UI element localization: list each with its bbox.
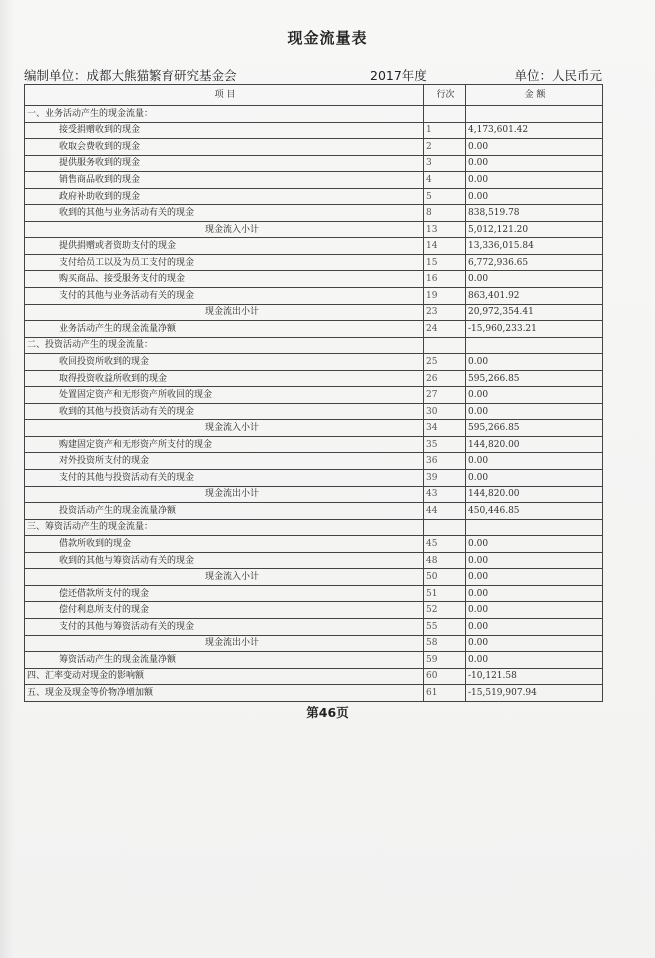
scan-edge-shadow (0, 0, 14, 958)
row-line-number (424, 106, 466, 123)
table-row (25, 403, 603, 420)
table-row (25, 337, 603, 354)
row-line-number: 51 (424, 585, 466, 602)
row-line-number: 43 (424, 486, 466, 503)
row-item: 四、汇率变动对现金的影响额 (25, 668, 424, 685)
row-line-number (424, 337, 466, 354)
report-year: 2017年度 (370, 68, 427, 83)
row-amount: -10,121.58 (466, 668, 603, 685)
row-amount: 0.00 (466, 585, 603, 602)
table-row (25, 387, 603, 404)
table-row (25, 503, 603, 520)
table-row (25, 188, 603, 205)
table-header-row (25, 85, 603, 106)
row-line-number: 3 (424, 155, 466, 172)
table-row (25, 370, 603, 387)
row-item: 现金流入小计 (25, 420, 424, 437)
row-item: 筹资活动产生的现金流量净额 (25, 652, 424, 669)
row-item: 购买商品、接受服务支付的现金 (25, 271, 424, 288)
row-item: 收取会费收到的现金 (25, 139, 424, 156)
row-line-number: 16 (424, 271, 466, 288)
row-amount: 0.00 (466, 354, 603, 371)
header-item: 项 目 (25, 85, 424, 106)
table-row (25, 288, 603, 305)
row-item: 现金流出小计 (25, 304, 424, 321)
row-amount: 0.00 (466, 172, 603, 189)
row-item: 偿付利息所支付的现金 (25, 602, 424, 619)
row-item: 业务活动产生的现金流量净额 (25, 321, 424, 338)
row-line-number: 55 (424, 618, 466, 635)
row-amount: 6,772,936.65 (466, 254, 603, 271)
row-line-number: 34 (424, 420, 466, 437)
row-item: 购建固定资产和无形资产所支付的现金 (25, 436, 424, 453)
row-line-number: 23 (424, 304, 466, 321)
row-amount: 863,401.92 (466, 288, 603, 305)
row-amount: 0.00 (466, 652, 603, 669)
row-amount: 0.00 (466, 618, 603, 635)
row-amount: 595,266.85 (466, 370, 603, 387)
row-item: 提供捐赠或者资助支付的现金 (25, 238, 424, 255)
row-item: 三、筹资活动产生的现金流量： (25, 519, 424, 536)
row-line-number: 50 (424, 569, 466, 586)
row-item: 一、业务活动产生的现金流量： (25, 106, 424, 123)
row-line-number: 15 (424, 254, 466, 271)
row-item: 支付的其他与筹资活动有关的现金 (25, 618, 424, 635)
table-row (25, 139, 603, 156)
row-item: 支付的其他与业务活动有关的现金 (25, 288, 424, 305)
row-line-number: 59 (424, 652, 466, 669)
row-item: 收到的其他与投资活动有关的现金 (25, 403, 424, 420)
table-row (25, 486, 603, 503)
row-amount: 144,820.00 (466, 486, 603, 503)
row-line-number: 35 (424, 436, 466, 453)
header-amount: 金 额 (466, 85, 603, 106)
row-amount: 144,820.00 (466, 436, 603, 453)
table-row (25, 668, 603, 685)
row-item: 现金流入小计 (25, 221, 424, 238)
row-line-number: 4 (424, 172, 466, 189)
table-row (25, 585, 603, 602)
row-line-number: 52 (424, 602, 466, 619)
row-amount: 0.00 (466, 403, 603, 420)
row-amount (466, 337, 603, 354)
row-line-number: 48 (424, 552, 466, 569)
table-row (25, 106, 603, 123)
table-row (25, 602, 603, 619)
row-amount: 0.00 (466, 139, 603, 156)
prepared-by: 编制单位：成都大熊猫繁育研究基金会 (24, 68, 237, 83)
row-line-number: 60 (424, 668, 466, 685)
row-amount: 0.00 (466, 569, 603, 586)
table-row (25, 635, 603, 652)
row-amount (466, 519, 603, 536)
row-amount (466, 106, 603, 123)
row-item: 接受捐赠收到的现金 (25, 122, 424, 139)
row-amount: 0.00 (466, 470, 603, 487)
row-line-number: 24 (424, 321, 466, 338)
row-amount: 0.00 (466, 155, 603, 172)
row-amount: 838,519.78 (466, 205, 603, 222)
row-line-number: 19 (424, 288, 466, 305)
row-line-number: 27 (424, 387, 466, 404)
table-body (25, 106, 603, 702)
document-title: 现金流量表 (287, 29, 368, 47)
row-amount: 0.00 (466, 536, 603, 553)
row-line-number: 61 (424, 685, 466, 702)
table-row (25, 238, 603, 255)
table-row (25, 420, 603, 437)
table-row (25, 470, 603, 487)
row-item: 五、现金及现金等价物净增加额 (25, 685, 424, 702)
table-row (25, 221, 603, 238)
table-row (25, 436, 603, 453)
table-row (25, 205, 603, 222)
row-line-number: 44 (424, 503, 466, 520)
row-item: 支付给员工以及为员工支付的现金 (25, 254, 424, 271)
row-line-number: 8 (424, 205, 466, 222)
row-amount: 13,336,015.84 (466, 238, 603, 255)
row-item: 提供服务收到的现金 (25, 155, 424, 172)
header-line: 行次 (424, 85, 466, 106)
table-row (25, 254, 603, 271)
row-item: 取得投资收益所收到的现金 (25, 370, 424, 387)
row-item: 收到的其他与筹资活动有关的现金 (25, 552, 424, 569)
row-line-number: 25 (424, 354, 466, 371)
table-row (25, 122, 603, 139)
currency-unit: 单位：人民币元 (514, 68, 602, 83)
row-item: 现金流入小计 (25, 569, 424, 586)
row-item: 政府补助收到的现金 (25, 188, 424, 205)
table-row (25, 172, 603, 189)
row-amount: 0.00 (466, 453, 603, 470)
row-item: 投资活动产生的现金流量净额 (25, 503, 424, 520)
row-item: 对外投资所支付的现金 (25, 453, 424, 470)
table-row (25, 354, 603, 371)
row-amount: -15,519,907.94 (466, 685, 603, 702)
cash-flow-table (24, 84, 603, 702)
table-row (25, 569, 603, 586)
table-row (25, 685, 603, 702)
row-line-number: 58 (424, 635, 466, 652)
row-item: 收到的其他与业务活动有关的现金 (25, 205, 424, 222)
row-item: 现金流出小计 (25, 635, 424, 652)
table-row (25, 552, 603, 569)
table-row (25, 536, 603, 553)
row-amount: 20,972,354.41 (466, 304, 603, 321)
row-line-number: 5 (424, 188, 466, 205)
row-item: 现金流出小计 (25, 486, 424, 503)
row-line-number (424, 519, 466, 536)
row-amount: 450,446.85 (466, 503, 603, 520)
row-line-number: 30 (424, 403, 466, 420)
row-item: 偿还借款所支付的现金 (25, 585, 424, 602)
row-line-number: 45 (424, 536, 466, 553)
row-line-number: 13 (424, 221, 466, 238)
row-line-number: 26 (424, 370, 466, 387)
row-amount: -15,960,233.21 (466, 321, 603, 338)
table-row (25, 321, 603, 338)
row-item: 借款所收到的现金 (25, 536, 424, 553)
row-amount: 0.00 (466, 188, 603, 205)
document-meta (24, 66, 602, 82)
table-row (25, 652, 603, 669)
row-amount: 0.00 (466, 635, 603, 652)
row-line-number: 14 (424, 238, 466, 255)
row-line-number: 2 (424, 139, 466, 156)
row-amount: 0.00 (466, 271, 603, 288)
page-number: 第46页 (306, 705, 349, 720)
row-item: 销售商品收到的现金 (25, 172, 424, 189)
row-item: 支付的其他与投资活动有关的现金 (25, 470, 424, 487)
table-row (25, 155, 603, 172)
row-line-number: 39 (424, 470, 466, 487)
row-amount: 0.00 (466, 552, 603, 569)
table-row (25, 618, 603, 635)
row-item: 处置固定资产和无形资产所收回的现金 (25, 387, 424, 404)
row-amount: 595,266.85 (466, 420, 603, 437)
row-line-number: 36 (424, 453, 466, 470)
table-row (25, 304, 603, 321)
row-amount: 5,012,121.20 (466, 221, 603, 238)
row-amount: 0.00 (466, 602, 603, 619)
row-line-number: 1 (424, 122, 466, 139)
row-amount: 4,173,601.42 (466, 122, 603, 139)
row-amount: 0.00 (466, 387, 603, 404)
table-row (25, 453, 603, 470)
table-row (25, 271, 603, 288)
row-item: 收回投资所收到的现金 (25, 354, 424, 371)
row-item: 二、投资活动产生的现金流量： (25, 337, 424, 354)
table-row (25, 519, 603, 536)
